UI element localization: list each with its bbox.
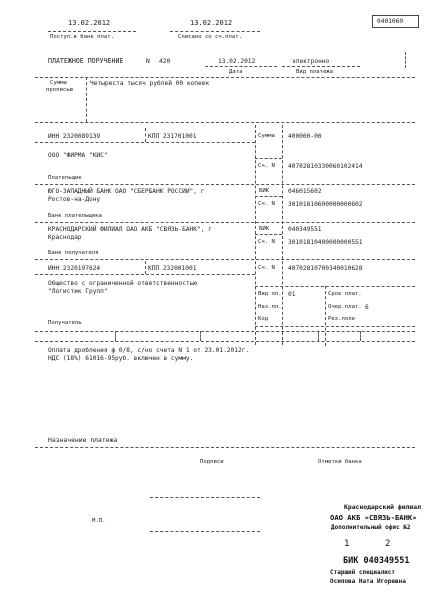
divider	[35, 222, 415, 223]
divider	[35, 274, 255, 275]
divider	[35, 122, 415, 123]
stamp-bik: БИК 040349551	[343, 556, 410, 566]
payee-bank-label: Банк получателя	[48, 250, 99, 256]
divider	[405, 52, 406, 68]
purpose-code-label: Наз.пл.	[258, 304, 282, 310]
divider	[35, 142, 255, 143]
stamp-line: Старший специалист	[330, 569, 396, 576]
reserve-label: Рез.поле	[328, 316, 355, 322]
doc-number: 420	[159, 58, 171, 65]
divider	[205, 66, 277, 67]
divider	[360, 331, 361, 341]
divider	[282, 125, 283, 345]
doc-number-prefix: N	[146, 58, 150, 65]
stamp-line: Осипова Ната Игоревна	[330, 578, 406, 585]
payer-account-label: Сч. N	[258, 163, 275, 169]
divider	[86, 77, 87, 122]
payee-inn: ИНН 2320197624	[48, 265, 101, 272]
order-label: Очер.плат.	[328, 304, 362, 310]
date-debited: 13.02.2012	[190, 19, 233, 27]
signature-line	[150, 497, 260, 498]
divider	[200, 331, 201, 341]
payee-bank-account-label: Сч. N	[258, 239, 275, 245]
op-type: 01	[288, 291, 296, 298]
divider	[255, 158, 282, 159]
date-received: 13.02.2012	[68, 19, 111, 27]
divider	[145, 261, 146, 274]
payer-bank-bik-label: БИК	[259, 188, 270, 194]
payee-bank-bik: 040349551	[288, 226, 322, 233]
debited-label: Списано со сч.плат.	[178, 34, 242, 40]
stamp-line: ОАО АКБ «СВЯЗЬ-БАНК»	[330, 513, 417, 522]
payer-bank-account: 30101810600000000602	[288, 201, 363, 208]
payment-type-label: Вид платежа	[296, 69, 334, 75]
divider	[35, 331, 415, 332]
doc-title: ПЛАТЕЖНОЕ ПОРУЧЕНИЕ	[48, 57, 124, 65]
divider	[35, 77, 415, 78]
received-label: Поступ.в банк плат.	[50, 34, 114, 40]
stamp-number: 2	[385, 539, 391, 549]
doc-date: 13.02.2012	[218, 58, 256, 65]
code-label: Код	[258, 316, 269, 322]
form-code: 0401060	[377, 18, 404, 25]
divider	[255, 234, 282, 235]
payer-account: 40702810330060102414	[288, 163, 363, 170]
stamp-line: Дополнительный офис №2	[331, 524, 411, 531]
divider	[255, 196, 282, 197]
divider	[115, 331, 116, 341]
signature-line	[150, 531, 260, 532]
seal-label: М.П.	[92, 518, 106, 524]
divider	[325, 286, 326, 346]
payer-bank-account-label: Сч. N	[258, 201, 275, 207]
divider	[145, 128, 146, 142]
payee-account-label: Сч. N	[258, 265, 275, 271]
stamp-number: 1	[344, 539, 350, 549]
amount-words-label: прописью	[46, 87, 73, 93]
op-type-label: Вид оп.	[258, 291, 282, 297]
term-label: Срок плат.	[328, 291, 362, 297]
payee-name: "Логистик Групп"	[48, 288, 108, 295]
signatures-label: Подписи	[200, 459, 224, 465]
divider	[318, 331, 319, 341]
payer-inn: ИНН 2320089139	[48, 133, 101, 140]
divider	[48, 31, 136, 32]
payee-bank-account: 30101810400000000551	[288, 239, 363, 246]
payer-amount-label: Сумма	[258, 133, 275, 139]
purpose-label: Назначение платежа	[48, 436, 118, 444]
payer-bank-label: Банк плательщика	[48, 213, 102, 219]
divider	[35, 341, 415, 342]
purpose-line: НДС (18%) 61016-95руб. включен в сумму.	[48, 355, 194, 362]
divider	[35, 259, 415, 260]
payee-bank-bik-label: БИК	[259, 226, 270, 232]
amount-words-label: Сумма	[50, 80, 67, 86]
payer-label: Плательщик	[48, 175, 82, 181]
payer-bank-name: Ростов-на-Дону	[48, 196, 101, 203]
amount-words: Четыреста тысяч рублей 00 копеек	[90, 80, 210, 87]
payee-account: 40702810700340010628	[288, 265, 363, 272]
payer-kpp: КПП 231701001	[148, 133, 197, 140]
divider	[255, 286, 415, 287]
payee-label: Получатель	[48, 320, 82, 326]
divider	[255, 326, 415, 327]
payment-type: электронно	[292, 58, 330, 65]
bank-marks-label: Отметки банка	[318, 459, 362, 465]
date-label: Дата	[229, 69, 243, 75]
order-value: 6	[365, 304, 369, 311]
payee-bank-name: Краснодар	[48, 234, 82, 241]
payer-name: ООО "ФИРМА "КИС"	[48, 152, 108, 159]
divider	[282, 66, 360, 67]
payer-bank-name: ЮГО-ЗАПАДНЫЙ БАНК ОАО "СБЕРБАНК РОССИИ", г	[48, 188, 205, 195]
payer-amount: 400000-00	[288, 133, 322, 140]
payee-bank-name: КРАСНОДАРСКИЙ ФИЛИАЛ ОАО АКБ "СВЯЗЬ-БАНК", г	[48, 226, 212, 233]
stamp-line: Краснодарский филиал	[344, 503, 421, 511]
divider	[35, 184, 415, 185]
divider	[35, 447, 415, 448]
payee-kpp: КПП 232001001	[148, 265, 197, 272]
payer-bank-bik: 046015602	[288, 188, 322, 195]
payee-name: Общество с ограниченной ответственностью	[48, 280, 198, 287]
purpose-line: Оплата дробления ф 0/8, с/но счета N 1 от 23.01.2012г.	[48, 347, 250, 354]
divider	[170, 31, 260, 32]
